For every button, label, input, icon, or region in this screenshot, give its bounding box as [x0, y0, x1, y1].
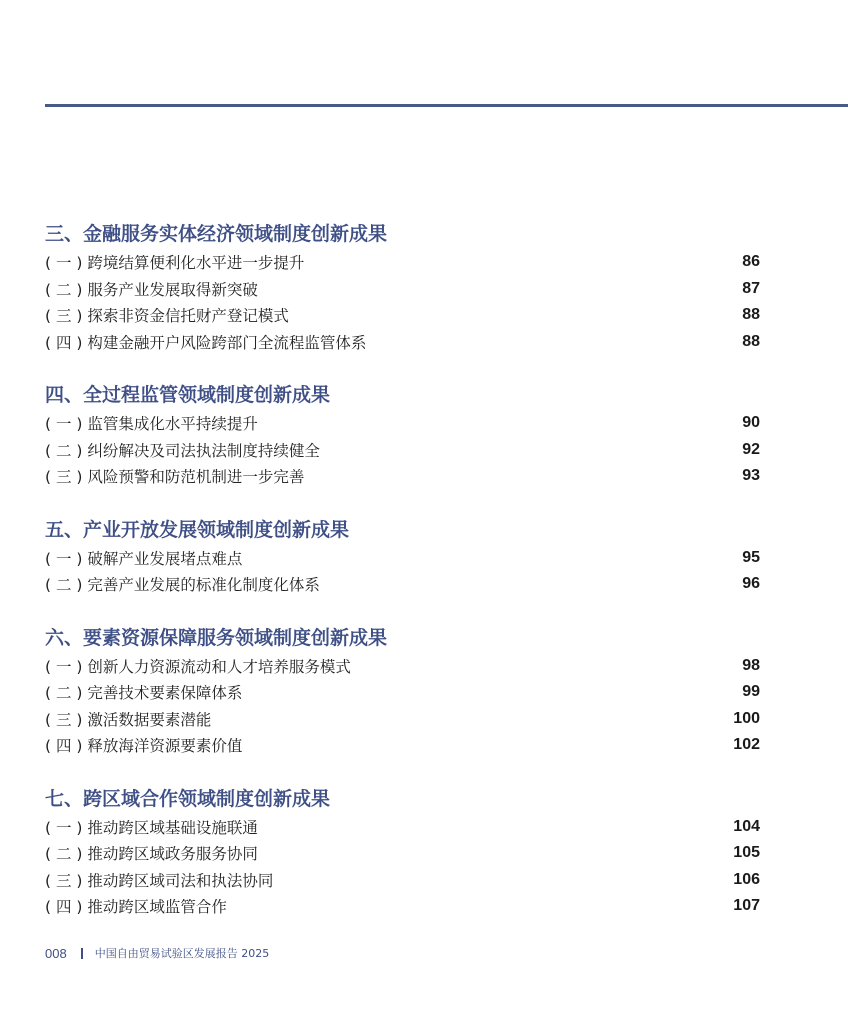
entry-page-number: 100: [733, 709, 760, 727]
toc-entry[interactable]: [45, 463, 760, 490]
entry-page-number: 90: [742, 414, 760, 432]
section-title[interactable]: 五、产业开放发展领域制度创新成果: [45, 518, 350, 541]
header-rule: [45, 104, 848, 107]
entry-page-number: 93: [742, 467, 760, 485]
toc-entry[interactable]: [45, 706, 760, 733]
entry-label: ( 一 ) 跨境结算便利化水平进一步提升: [45, 254, 305, 273]
toc-section: [45, 624, 760, 759]
toc-entry[interactable]: [45, 840, 760, 867]
toc-entry[interactable]: [45, 867, 760, 894]
entry-label: ( 二 ) 推动跨区域政务服务协同: [45, 845, 258, 864]
toc-section: [45, 381, 760, 490]
entry-page-number: 95: [742, 548, 760, 566]
footer-page-number: 008: [45, 945, 67, 961]
entry-label: ( 一 ) 推动跨区域基础设施联通: [45, 818, 258, 837]
section-title[interactable]: 四、全过程监管领域制度创新成果: [45, 384, 331, 406]
toc-entry[interactable]: [45, 653, 760, 680]
entry-page-number: 105: [733, 844, 760, 862]
toc-entry[interactable]: [45, 329, 760, 356]
page-footer: [45, 945, 269, 961]
footer-report-title: 中国自由贸易试验区发展报告 2025: [94, 947, 270, 960]
entry-label: ( 三 ) 风险预警和防范机制进一步完善: [45, 468, 305, 487]
toc-entry[interactable]: [45, 437, 760, 464]
toc-entry[interactable]: [45, 249, 760, 276]
entry-label: ( 二 ) 完善技术要素保障体系: [45, 684, 243, 703]
entry-label: ( 三 ) 推动跨区域司法和执法协同: [45, 871, 274, 890]
toc-entry[interactable]: [45, 893, 760, 920]
toc-entry[interactable]: [45, 571, 760, 598]
entry-page-number: 98: [742, 656, 760, 674]
table-of-contents: [45, 220, 760, 946]
entry-page-number: 92: [742, 440, 760, 458]
section-title[interactable]: 七、跨区域合作领域制度创新成果: [45, 787, 331, 810]
entry-page-number: 102: [733, 736, 760, 754]
entry-label: ( 四 ) 构建金融开户风险跨部门全流程监管体系: [45, 333, 367, 352]
toc-section: [45, 785, 760, 920]
entry-page-number: 106: [733, 870, 760, 888]
toc-entry[interactable]: [45, 545, 760, 572]
entry-page-number: 96: [742, 575, 760, 593]
section-title[interactable]: 六、要素资源保障服务领域制度创新成果: [45, 626, 388, 649]
entry-label: ( 一 ) 破解产业发展堵点难点: [45, 549, 243, 568]
entry-label: ( 三 ) 探索非资金信托财产登记模式: [45, 307, 289, 326]
entry-label: ( 二 ) 服务产业发展取得新突破: [45, 280, 258, 299]
entry-label: ( 二 ) 纠纷解决及司法执法制度持续健全: [45, 441, 320, 460]
entry-label: ( 四 ) 释放海洋资源要素价值: [45, 737, 243, 756]
toc-entry[interactable]: [45, 410, 760, 437]
toc-entry[interactable]: [45, 276, 760, 303]
entry-page-number: 107: [733, 897, 760, 915]
toc-entry[interactable]: [45, 732, 760, 759]
entry-page-number: 87: [742, 279, 760, 297]
entry-page-number: 88: [742, 332, 760, 350]
entry-label: ( 四 ) 推动跨区域监管合作: [45, 898, 227, 917]
entry-page-number: 99: [742, 683, 760, 701]
toc-section: [45, 516, 760, 598]
entry-label: ( 三 ) 激活数据要素潜能: [45, 710, 212, 729]
entry-page-number: 104: [733, 817, 760, 835]
toc-section: [45, 220, 760, 355]
entry-label: ( 一 ) 监管集成化水平持续提升: [45, 415, 258, 434]
footer-divider: [81, 948, 83, 959]
toc-entry[interactable]: [45, 679, 760, 706]
toc-entry[interactable]: [45, 814, 760, 841]
entry-label: ( 一 ) 创新人力资源流动和人才培养服务模式: [45, 657, 351, 676]
section-title[interactable]: 三、金融服务实体经济领域制度创新成果: [45, 223, 388, 245]
entry-page-number: 88: [742, 306, 760, 324]
entry-page-number: 86: [742, 253, 760, 271]
entry-label: ( 二 ) 完善产业发展的标准化制度化体系: [45, 576, 320, 595]
toc-entry[interactable]: [45, 302, 760, 329]
